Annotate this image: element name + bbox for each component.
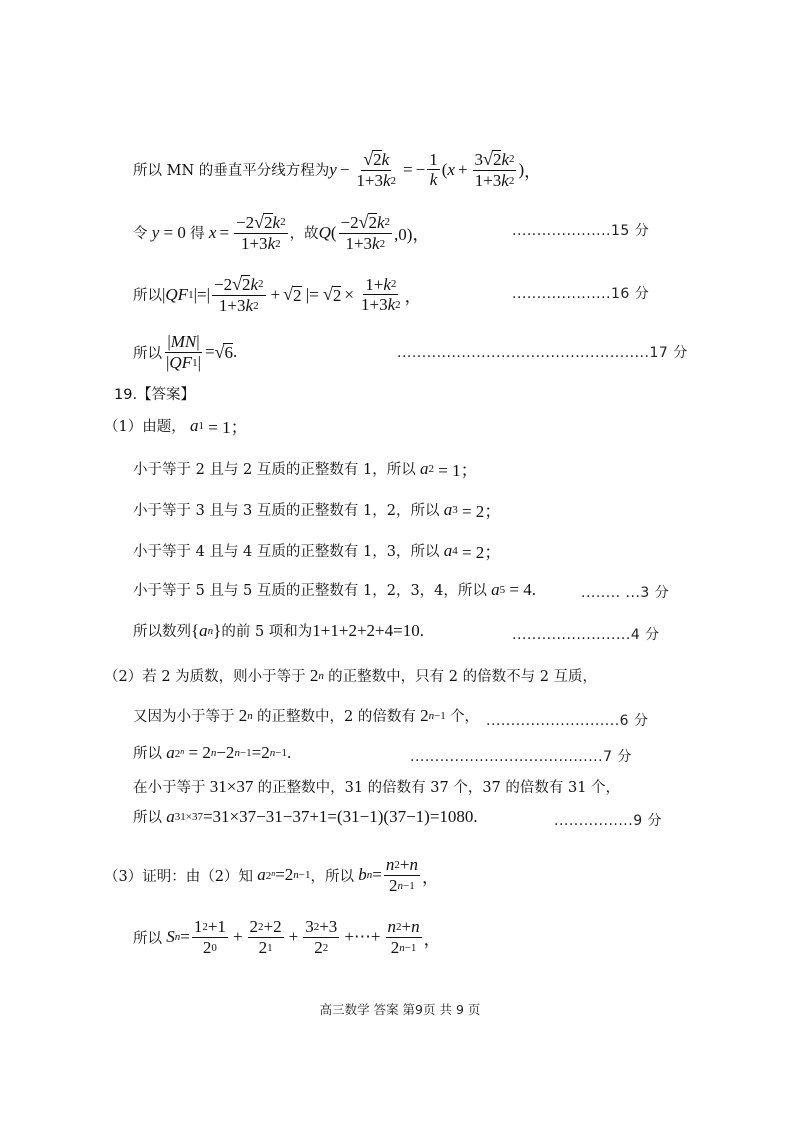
score-9: ................9 分: [554, 813, 663, 829]
formula-x: x = −2 √ 2 k 2 1+3 k 2: [208, 212, 286, 253]
part2-multiples: 又因为小于等于 2 n 的正整数中，2 的倍数有 2 n−1 个，: [133, 705, 480, 725]
part1-sum: 所以数列 { a n } 的前 5 项和为 1+1+2+2+4=10.: [133, 620, 424, 640]
ratio-line: [133, 333, 237, 372]
page-footer: 高三数学 答案 第9页 共 9 页: [319, 1002, 481, 1017]
part1-a3: 小于等于 3 且与 3 互质的正整数有 1，2，所以 a 3 = 2；: [133, 499, 502, 521]
question-19-heading: 19.【答案】: [114, 387, 196, 403]
part2-intro: （2）若 2 为质数，则小于等于 2 n 的正整数中，只有 2 的倍数不与 2 互质，: [104, 665, 598, 685]
score-15: ....................15 分: [512, 223, 650, 239]
part1-intro: （1）由题， a 1 = 1；: [104, 415, 248, 437]
perpendicular-bisector-line: [133, 150, 541, 190]
part2-a2n: 所以 a 2$^n$ = 2 n −2 n−1 =2 n−1 .: [133, 742, 292, 762]
part2-31x37: 在小于等于 31×37 的正整数中，31 的倍数有 37 个，37 的倍数有 31 个，: [133, 776, 621, 796]
part1-a4: 小于等于 4 且与 4 互质的正整数有 1，3，所以 a 4 = 2；: [133, 540, 502, 562]
text-l2-mid2: ，故: [289, 226, 319, 243]
part3-bn: （3）证明：由（2）知 a 2$^n$ =2 n−1 ，所以 b n = n 2 + n 2 n−1 ，: [104, 855, 439, 895]
formula-y0: y = 0: [151, 222, 191, 242]
score-7: .......................................7 分: [410, 749, 632, 765]
score-4: ........................4 分: [512, 627, 660, 643]
point-q-line: [133, 213, 429, 253]
text-l4: 所以: [133, 345, 162, 362]
formula-bisector: y − √ 2 k 1+3 k 2 = − $\frac{1}{k}$ ( x + 3 √ 2 k 2 1+3 k 2 ) ，: [329, 149, 542, 190]
score-3: ........ ...3 分: [581, 585, 670, 601]
qf1-line: [133, 275, 422, 315]
text-l2-mid: 得: [190, 226, 205, 243]
text-l1: 所以 MN 的垂直平分线方程为: [133, 163, 330, 180]
formula-q: Q ( −2 √ 2 k 2 1+3 k 2 ,0)，: [318, 212, 430, 253]
score-6: ...........................6 分: [486, 713, 649, 729]
part3-sn: 所以 S n = 1 2 +1 2 0 + 2 2 +2 2 1 + 3 2 +3 2 2 +⋯+ n 2 + n 2 n−1 ，: [133, 917, 441, 957]
part2-result: 所以 a 31×37 =31×37−31−37+1=(31−1)(37−1)=1080.: [133, 806, 478, 826]
formula-qf1: | QF 1 |=| −2 √ 2 k 2 1+3 k 2 + √ 2 |= √ 2 × 1+ k 2 1+3 k 2 ，: [162, 274, 422, 315]
text-l2: 令: [133, 226, 148, 243]
score-17: ...................................................17 分: [397, 345, 688, 361]
formula-ratio: | MN | | QF 1 | = √ 6 .: [166, 332, 238, 372]
text-l3: 所以: [133, 288, 162, 305]
part1-a2: 小于等于 2 且与 2 互质的正整数有 1，所以 a 2 = 1；: [133, 458, 478, 480]
score-16: ....................16 分: [512, 286, 650, 302]
part1-a5: 小于等于 5 且与 5 互质的正整数有 1，2，3，4，所以 a 5 = 4.: [133, 579, 536, 599]
